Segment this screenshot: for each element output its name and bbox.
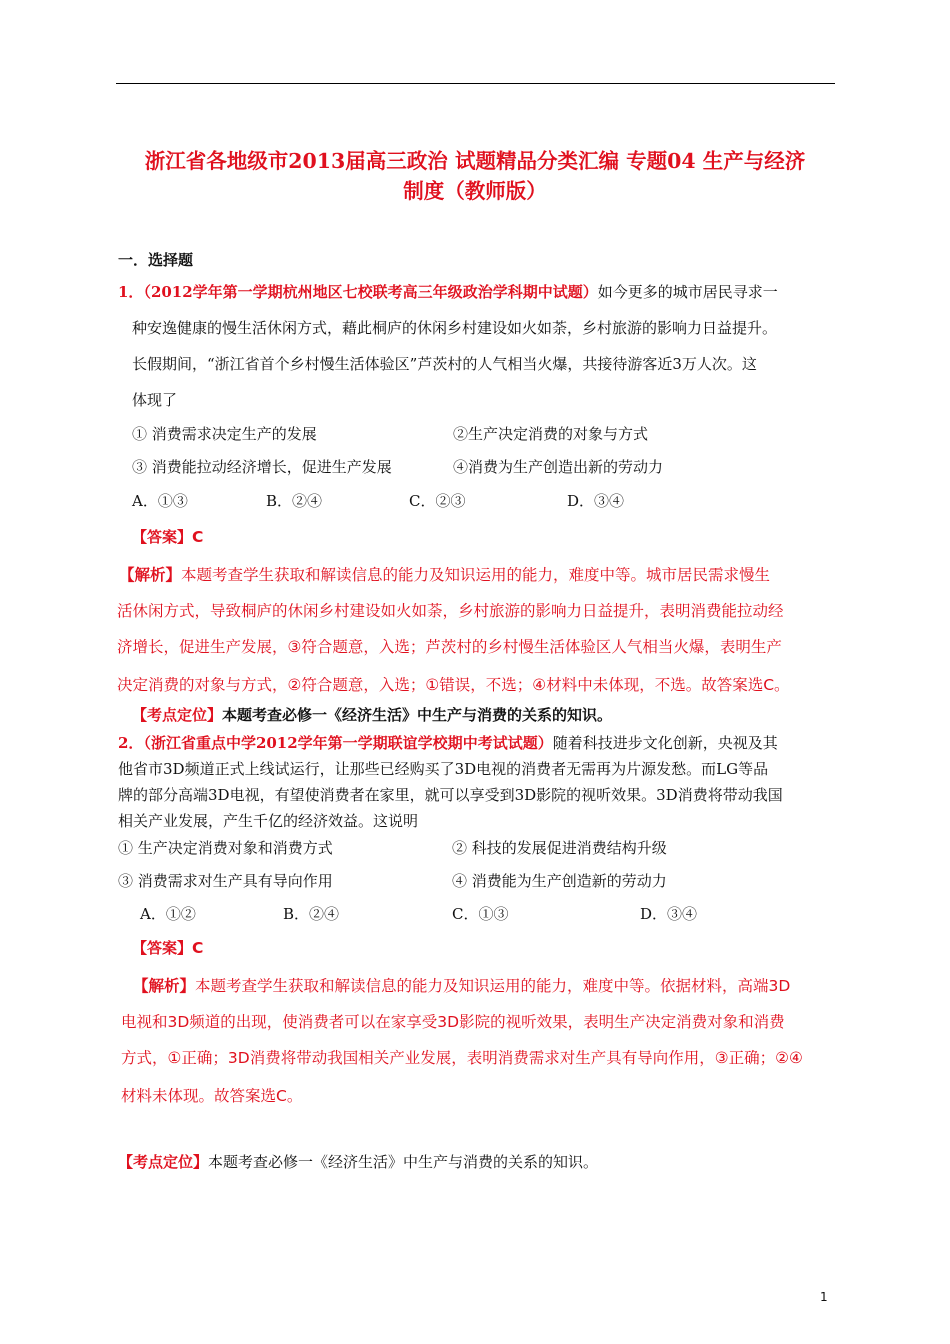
q1-option-d: D．③④ — [567, 492, 625, 510]
q1-analysis-text1: 本题考查学生获取和解读信息的能力及知识运用的能力，难度中等。城市居民需求慢生 — [181, 566, 771, 584]
q1-kaodian-label: 【考点定位】 — [132, 706, 223, 724]
doc-title-line2: 制度（教师版） — [403, 179, 547, 203]
q2-stem-line1 — [118, 733, 778, 753]
q1-stem-tail: 如今更多的城市居民寻求一 — [597, 283, 778, 301]
q1-stem-line2: 种安逸健康的慢生活休闲方式，藉此桐庐的休闲乡村建设如火如荼，乡村旅游的影响力日益提升。 — [132, 319, 778, 337]
q1-answer-label: 【答案】 — [132, 528, 193, 546]
q2-analysis-line1 — [133, 976, 790, 996]
q2-statement-3: ③ 消费需求对生产具有导向作用 — [118, 872, 333, 890]
page-number: 1 — [820, 1290, 828, 1304]
q1-statement-2: ②生产决定消费的对象与方式 — [453, 425, 649, 443]
q1-analysis-label: 【解析】 — [119, 566, 182, 584]
q2-answer — [132, 938, 203, 958]
q2-source: （浙江省重点中学2012学年第一学期联谊学校期中考试试题） — [143, 734, 553, 752]
q2-kaodian-label: 【考点定位】 — [118, 1153, 209, 1171]
section-heading: 一．选择题 — [118, 251, 194, 269]
q1-analysis-line4: 决定消费的对象与方式，②符合题意，入选；①错误，不选；④材料中未体现，不选。故答案选C。 — [117, 676, 790, 694]
q1-analysis-line3: 济增长，促进生产发展，③符合题意，入选；芦茨村的乡村慢生活体验区人气相当火爆，表明生产 — [117, 638, 782, 656]
q1-option-c: C．②③ — [409, 492, 466, 510]
q2-analysis-line4: 材料未体现。故答案选C。 — [121, 1087, 303, 1105]
q2-answer-value: C — [192, 939, 204, 957]
q1-stem-line1 — [118, 282, 778, 302]
q2-stem-line3: 牌的部分高端3D电视，有望使消费者在家里，就可以享受到3D影院的视听效果。3D消费将带动我国 — [118, 786, 783, 804]
q2-kaodian-text: 本题考查必修一《经济生活》中生产与消费的关系的知识。 — [208, 1153, 599, 1171]
doc-title-line1: 浙江省各地级市2013届高三政治 试题精品分类汇编 专题04 生产与经济 — [144, 149, 806, 173]
q1-stem-line4: 体现了 — [132, 391, 178, 409]
q2-option-a: A．①② — [140, 905, 196, 923]
q2-kaodian — [118, 1152, 598, 1172]
q2-answer-label: 【答案】 — [132, 939, 193, 957]
q1-source: （2012学年第一学期杭州地区七校联考高三年级政治学科期中试题） — [143, 283, 598, 301]
q1-statement-4: ④消费为生产创造出新的劳动力 — [453, 458, 664, 476]
q1-kaodian — [132, 705, 612, 725]
q1-statement-1: ① 消费需求决定生产的发展 — [132, 425, 317, 443]
q2-option-d: D．③④ — [640, 905, 698, 923]
q1-answer — [132, 527, 203, 547]
q2-stem-tail: 随着科技进步文化创新，央视及其 — [552, 734, 778, 752]
q2-option-c: C．①③ — [452, 905, 509, 923]
q2-statement-1: ① 生产决定消费对象和消费方式 — [118, 839, 333, 857]
header-rule — [116, 83, 835, 84]
q1-analysis-line2: 活休闲方式，导致桐庐的休闲乡村建设如火如荼，乡村旅游的影响力日益提升，表明消费能拉动经 — [117, 602, 784, 620]
q1-statement-3: ③ 消费能拉动经济增长，促进生产发展 — [132, 458, 392, 476]
q1-kaodian-text: 本题考查必修一《经济生活》中生产与消费的关系的知识。 — [222, 706, 613, 724]
q2-analysis-line3: 方式，①正确；3D消费将带动我国相关产业发展，表明消费需求对生产具有导向作用，③正确；②④ — [121, 1049, 803, 1067]
q2-analysis-text1: 本题考查学生获取和解读信息的能力及知识运用的能力，难度中等。依据材料，高端3D — [195, 977, 791, 995]
q2-analysis-label: 【解析】 — [133, 977, 196, 995]
q2-analysis-line2: 电视和3D频道的出现，使消费者可以在家享受3D影院的视听效果，表明生产决定消费对象和消费 — [121, 1013, 785, 1031]
q2-statement-4: ④ 消费能为生产创造新的劳动力 — [452, 872, 667, 890]
q1-answer-value: C — [192, 528, 204, 546]
q2-statement-2: ② 科技的发展促进消费结构升级 — [452, 839, 667, 857]
q1-number: 1． — [118, 283, 144, 301]
q2-option-b: B．②④ — [283, 905, 340, 923]
q2-stem-line2: 他省市3D频道正式上线试运行，让那些已经购买了3D电视的消费者无需再为片源发愁。而LG等品 — [118, 760, 769, 778]
q1-option-b: B．②④ — [266, 492, 323, 510]
q1-stem-line3: 长假期间，“浙江省首个乡村慢生活体验区”芦茨村的人气相当火爆，共接待游客近3万人次。这 — [132, 355, 757, 373]
q1-option-a: A．①③ — [132, 492, 188, 510]
q1-analysis-line1 — [119, 565, 770, 585]
q2-number: 2． — [118, 734, 144, 752]
q2-stem-line4: 相关产业发展，产生千亿的经济效益。这说明 — [118, 812, 419, 830]
